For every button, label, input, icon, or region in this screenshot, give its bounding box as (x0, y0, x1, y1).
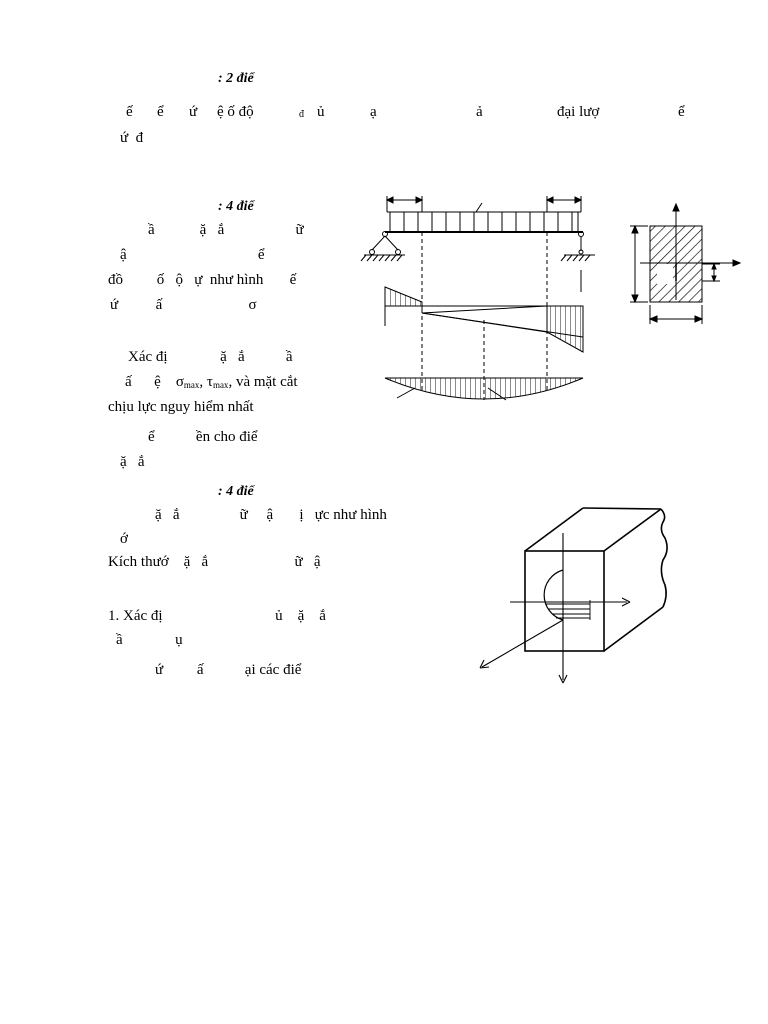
q1-fragment: đại lượ (557, 104, 600, 120)
pin-support-icon (361, 232, 405, 262)
q1-fragment: đ (299, 109, 304, 120)
distributed-load-arrows (390, 212, 578, 232)
q1-fragment: ể (678, 104, 685, 120)
q1-line2: ứ đ (120, 130, 144, 146)
q2-line1: ầ ặ ắ ữ (148, 222, 304, 238)
sigma-max-subscript: max (183, 380, 200, 390)
q1-fragment: ể (157, 104, 164, 120)
q1-fragment: ủ (317, 104, 325, 120)
cross-section-diagram (630, 204, 740, 324)
q1-fragment: ứ (189, 104, 198, 120)
bending-moment-diagram (385, 378, 583, 400)
q2-heading: : 4 điể (218, 199, 254, 214)
q2-line2: ậ ể (120, 247, 265, 263)
q2-item1-prefix: ấ ệ σ (125, 374, 184, 390)
q2-item1-line1: Xác đị ặ ắ ầ (128, 349, 293, 365)
q2-line4: ứ ấ σ (110, 297, 257, 313)
q2-line3: đồ ố ộ ự như hình ế (108, 272, 297, 288)
q3-line2: ớ (120, 531, 128, 547)
coordinate-axes (480, 533, 630, 683)
tau-max-subscript: max (212, 380, 229, 390)
q2-item1-line3: chịu lực nguy hiểm nhất (108, 399, 254, 415)
q3-item1-line1: 1. Xác đị ủ ặ ắ (108, 608, 326, 624)
block-3d-diagram (480, 508, 667, 683)
q2-item2-line2: ặ ắ (120, 454, 145, 470)
q1-fragment: ệ ố độ (217, 104, 254, 120)
q3-item1-line2: ầ ụ (116, 632, 183, 648)
section-hatch-lines (545, 600, 590, 620)
q1-heading: : 2 điể (218, 71, 254, 86)
q2-item1-suffix: , và mặt cắt (228, 374, 298, 390)
roller-support-icon (561, 232, 595, 293)
q2-item2-line1: ể ền cho điể (148, 429, 258, 445)
q2-item1-mid: , τ (199, 374, 213, 390)
q1-fragment: ế (126, 104, 133, 120)
q1-fragment: ạ (370, 104, 377, 120)
q3-line3: Kích thướ ặ ắ ữ ậ (108, 554, 321, 570)
q3-item2-line1: ứ ấ ại các điể (155, 662, 302, 678)
beam-diagram (361, 196, 595, 400)
q3-heading: : 4 điể (218, 484, 254, 499)
q1-fragment: ả (476, 104, 483, 120)
q3-line1: ặ ắ ữ ậ ị ực như hình (155, 507, 387, 523)
